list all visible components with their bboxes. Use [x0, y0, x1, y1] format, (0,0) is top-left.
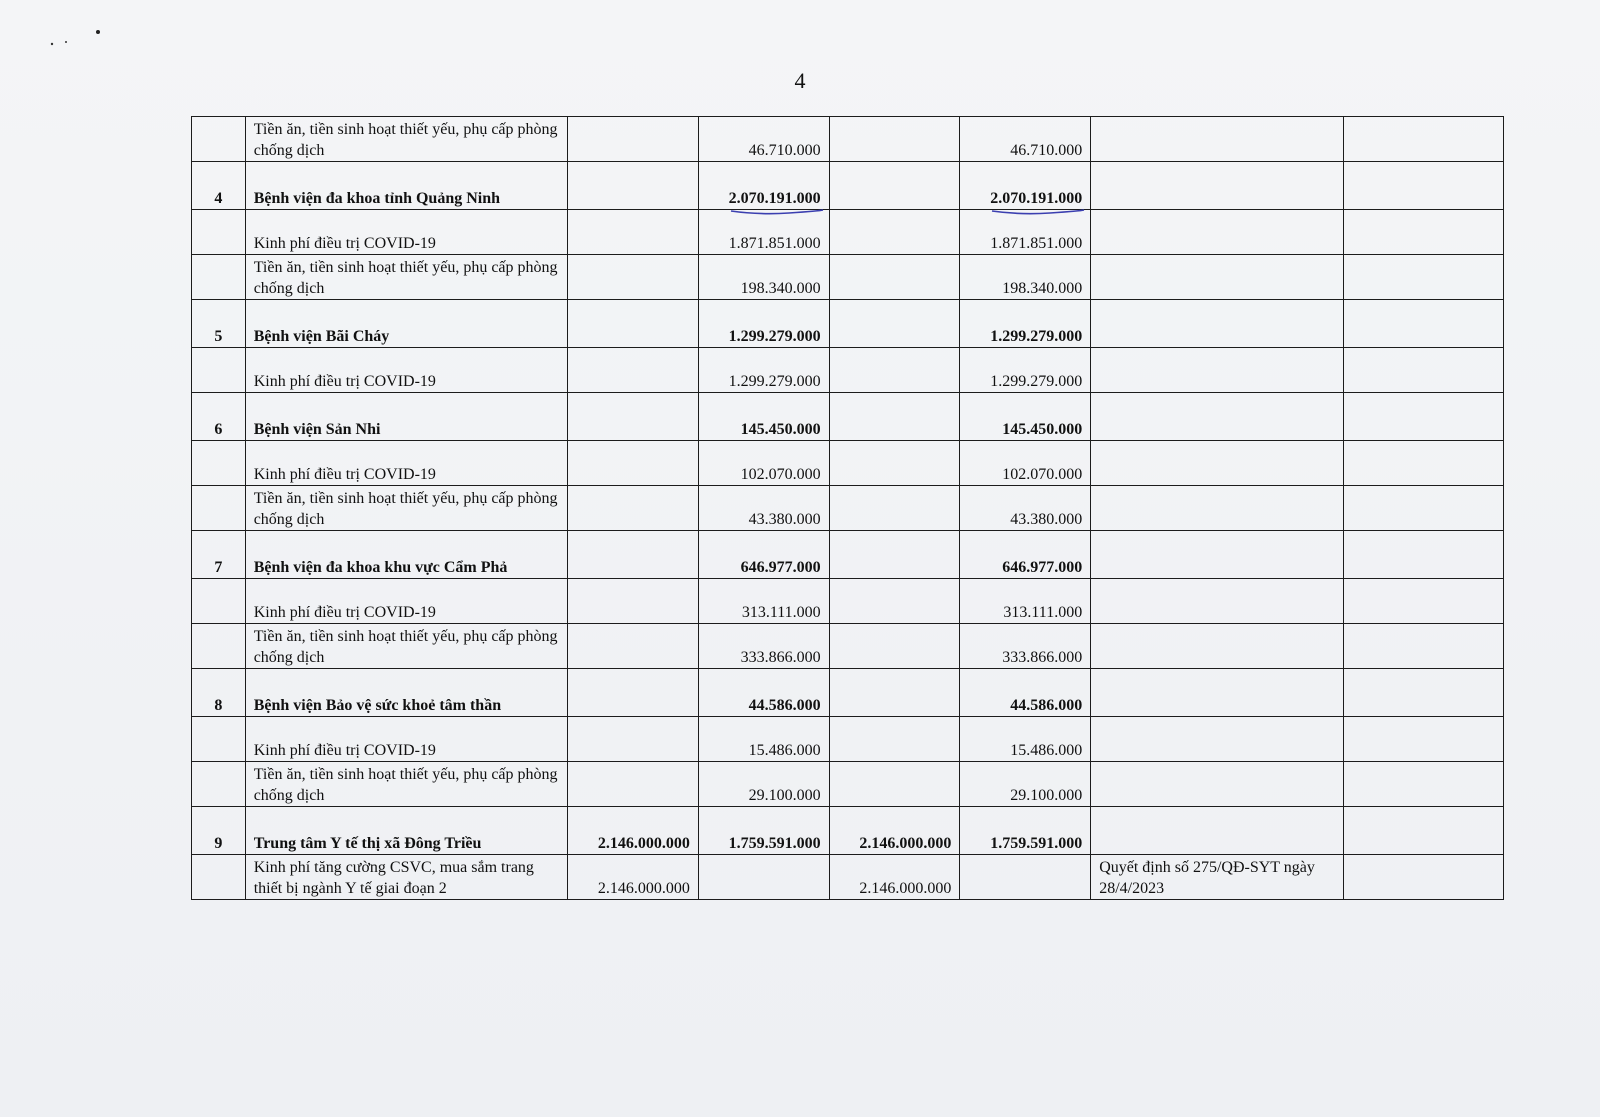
- amount-col-2: 46.710.000: [698, 117, 829, 162]
- row-note: [1091, 579, 1344, 624]
- row-note: [1091, 117, 1344, 162]
- row-index: [192, 717, 246, 762]
- amount-col-1: 2.146.000.000: [568, 807, 699, 855]
- amount-col-2: 1.299.279.000: [698, 348, 829, 393]
- amount-col-4: 102.070.000: [960, 441, 1091, 486]
- amount-col-2: 1.871.851.000: [698, 210, 829, 255]
- amount-col-1: [568, 624, 699, 669]
- row-name: Bệnh viện Bảo vệ sức khoẻ tâm thần: [245, 669, 567, 717]
- empty-cell: [1344, 441, 1504, 486]
- amount-col-4: 29.100.000: [960, 762, 1091, 807]
- amount-col-1: [568, 579, 699, 624]
- row-name: Trung tâm Y tế thị xã Đông Triều: [245, 807, 567, 855]
- row-index: 6: [192, 393, 246, 441]
- table-row-item: [192, 255, 1504, 300]
- amount-col-4: [960, 855, 1091, 900]
- amount-col-3: 2.146.000.000: [829, 807, 960, 855]
- empty-cell: [1344, 300, 1504, 348]
- amount-col-4: 333.866.000: [960, 624, 1091, 669]
- amount-col-2: [698, 855, 829, 900]
- row-index: [192, 855, 246, 900]
- empty-cell: [1344, 486, 1504, 531]
- amount-col-1: [568, 348, 699, 393]
- amount-col-2: 43.380.000: [698, 486, 829, 531]
- row-note: Quyết định số 275/QĐ-SYT ngày 28/4/2023: [1091, 855, 1344, 900]
- row-name: Tiền ăn, tiền sinh hoạt thiết yếu, phụ cấp phòng chống dịch: [245, 762, 567, 807]
- pen-underline-mark: [990, 208, 1086, 216]
- row-note: [1091, 531, 1344, 579]
- row-name: Kinh phí điều trị COVID-19: [245, 717, 567, 762]
- empty-cell: [1344, 162, 1504, 210]
- row-name: Kinh phí điều trị COVID-19: [245, 441, 567, 486]
- table-row-item: [192, 717, 1504, 762]
- row-name: Kinh phí điều trị COVID-19: [245, 210, 567, 255]
- row-index: [192, 348, 246, 393]
- amount-col-3: [829, 210, 960, 255]
- amount-col-1: [568, 669, 699, 717]
- row-name: Tiền ăn, tiền sinh hoạt thiết yếu, phụ cấp phòng chống dịch: [245, 486, 567, 531]
- row-name: Bệnh viện đa khoa tỉnh Quảng Ninh: [245, 162, 567, 210]
- amount-col-4: 198.340.000: [960, 255, 1091, 300]
- table-row-item: [192, 441, 1504, 486]
- pen-underlined-amount: 2.070.191.000: [729, 188, 821, 209]
- row-index: 8: [192, 669, 246, 717]
- table-row-group: [192, 531, 1504, 579]
- amount-col-3: [829, 486, 960, 531]
- pen-underlined-amount: 2.070.191.000: [990, 188, 1082, 209]
- amount-col-2: [698, 162, 829, 210]
- empty-cell: [1344, 255, 1504, 300]
- amount-col-2: 1.299.279.000: [698, 300, 829, 348]
- row-note: [1091, 393, 1344, 441]
- empty-cell: [1344, 348, 1504, 393]
- row-note: [1091, 255, 1344, 300]
- table-row-item: [192, 579, 1504, 624]
- amount-col-2: 15.486.000: [698, 717, 829, 762]
- empty-cell: [1344, 393, 1504, 441]
- amount-col-4: 145.450.000: [960, 393, 1091, 441]
- row-index: 4: [192, 162, 246, 210]
- row-note: [1091, 717, 1344, 762]
- empty-cell: [1344, 717, 1504, 762]
- row-note: [1091, 210, 1344, 255]
- row-note: [1091, 348, 1344, 393]
- budget-table-body: [192, 117, 1504, 900]
- table-row-item: [192, 117, 1504, 162]
- amount-col-1: [568, 162, 699, 210]
- amount-col-1: [568, 255, 699, 300]
- budget-table: [191, 116, 1504, 900]
- amount-col-1: [568, 486, 699, 531]
- table-row-group: [192, 162, 1504, 210]
- amount-col-2: 313.111.000: [698, 579, 829, 624]
- amount-col-1: [568, 531, 699, 579]
- amount-col-4: 313.111.000: [960, 579, 1091, 624]
- table-row-item: [192, 762, 1504, 807]
- row-index: [192, 579, 246, 624]
- row-name: Kinh phí tăng cường CSVC, mua sắm trang thiết bị ngành Y tế giai đoạn 2: [245, 855, 567, 900]
- amount-col-1: [568, 441, 699, 486]
- empty-cell: [1344, 579, 1504, 624]
- row-note: [1091, 624, 1344, 669]
- row-name: Bệnh viện Sản Nhi: [245, 393, 567, 441]
- row-note: [1091, 669, 1344, 717]
- row-name: Tiền ăn, tiền sinh hoạt thiết yếu, phụ cấp phòng chống dịch: [245, 624, 567, 669]
- row-name: Kinh phí điều trị COVID-19: [245, 579, 567, 624]
- amount-col-3: [829, 762, 960, 807]
- row-name: Tiền ăn, tiền sinh hoạt thiết yếu, phụ cấp phòng chống dịch: [245, 117, 567, 162]
- amount-col-1: [568, 300, 699, 348]
- table-row-item: [192, 348, 1504, 393]
- amount-col-2: 29.100.000: [698, 762, 829, 807]
- amount-col-4: 1.299.279.000: [960, 300, 1091, 348]
- amount-col-1: [568, 117, 699, 162]
- scan-specks: [40, 28, 120, 48]
- page-number: 4: [794, 68, 806, 93]
- amount-col-2: 198.340.000: [698, 255, 829, 300]
- table-row-item: [192, 624, 1504, 669]
- amount-col-3: 2.146.000.000: [829, 855, 960, 900]
- row-name: Kinh phí điều trị COVID-19: [245, 348, 567, 393]
- amount-col-3: [829, 624, 960, 669]
- table-row-item: [192, 210, 1504, 255]
- empty-cell: [1344, 531, 1504, 579]
- amount-col-4: 1.871.851.000: [960, 210, 1091, 255]
- amount-col-3: [829, 162, 960, 210]
- amount-col-1: 2.146.000.000: [568, 855, 699, 900]
- row-note: [1091, 486, 1344, 531]
- row-index: 9: [192, 807, 246, 855]
- amount-col-3: [829, 579, 960, 624]
- row-index: [192, 210, 246, 255]
- amount-col-2: 646.977.000: [698, 531, 829, 579]
- amount-col-3: [829, 117, 960, 162]
- amount-col-2: 44.586.000: [698, 669, 829, 717]
- amount-col-3: [829, 348, 960, 393]
- table-row-group: [192, 393, 1504, 441]
- empty-cell: [1344, 855, 1504, 900]
- amount-col-4: 1.759.591.000: [960, 807, 1091, 855]
- amount-col-4: 15.486.000: [960, 717, 1091, 762]
- amount-col-1: [568, 210, 699, 255]
- amount-col-2: 102.070.000: [698, 441, 829, 486]
- amount-col-3: [829, 255, 960, 300]
- row-index: [192, 762, 246, 807]
- row-index: [192, 486, 246, 531]
- empty-cell: [1344, 669, 1504, 717]
- row-index: 7: [192, 531, 246, 579]
- amount-col-4: 1.299.279.000: [960, 348, 1091, 393]
- row-index: 5: [192, 300, 246, 348]
- amount-col-4: 44.586.000: [960, 669, 1091, 717]
- empty-cell: [1344, 807, 1504, 855]
- amount-col-4: 43.380.000: [960, 486, 1091, 531]
- amount-col-2: 333.866.000: [698, 624, 829, 669]
- empty-cell: [1344, 762, 1504, 807]
- table-row-item: [192, 486, 1504, 531]
- table-row-group: [192, 807, 1504, 855]
- amount-col-4: [960, 162, 1091, 210]
- amount-col-4: 46.710.000: [960, 117, 1091, 162]
- amount-col-4: 646.977.000: [960, 531, 1091, 579]
- row-name: Bệnh viện đa khoa khu vực Cẩm Phả: [245, 531, 567, 579]
- amount-col-1: [568, 717, 699, 762]
- row-note: [1091, 807, 1344, 855]
- amount-col-1: [568, 762, 699, 807]
- row-index: [192, 117, 246, 162]
- empty-cell: [1344, 624, 1504, 669]
- amount-col-3: [829, 441, 960, 486]
- amount-col-3: [829, 717, 960, 762]
- empty-cell: [1344, 117, 1504, 162]
- row-index: [192, 624, 246, 669]
- row-note: [1091, 441, 1344, 486]
- table-row-item: [192, 855, 1504, 900]
- row-index: [192, 255, 246, 300]
- amount-col-3: [829, 393, 960, 441]
- amount-col-2: 145.450.000: [698, 393, 829, 441]
- table-row-group: [192, 669, 1504, 717]
- row-index: [192, 441, 246, 486]
- amount-col-3: [829, 669, 960, 717]
- amount-col-3: [829, 300, 960, 348]
- table-row-group: [192, 300, 1504, 348]
- pen-underline-mark: [729, 208, 825, 216]
- row-note: [1091, 162, 1344, 210]
- amount-col-3: [829, 531, 960, 579]
- row-note: [1091, 300, 1344, 348]
- row-note: [1091, 762, 1344, 807]
- row-name: Bệnh viện Bãi Cháy: [245, 300, 567, 348]
- amount-col-2: 1.759.591.000: [698, 807, 829, 855]
- row-name: Tiền ăn, tiền sinh hoạt thiết yếu, phụ cấp phòng chống dịch: [245, 255, 567, 300]
- empty-cell: [1344, 210, 1504, 255]
- amount-col-1: [568, 393, 699, 441]
